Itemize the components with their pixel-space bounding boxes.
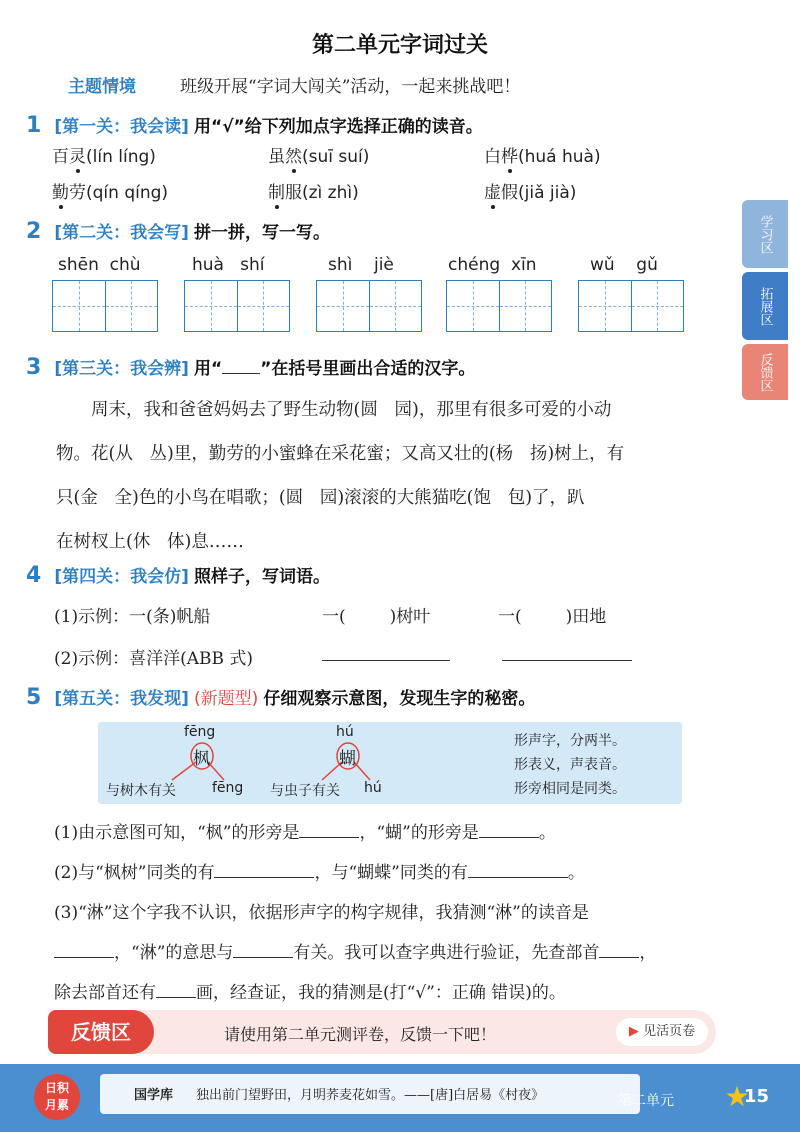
q5-number: 5 <box>26 685 42 710</box>
q2-instruction: 拼一拼，写一写。 <box>194 223 331 243</box>
diagram-char: 枫 <box>193 749 210 769</box>
q1-instruction: 用“√”给下列加点字选择正确的读音。 <box>194 117 483 137</box>
tab-expand[interactable] <box>742 272 788 340</box>
q2-tag: [第二关：我会写] <box>54 223 189 243</box>
q4-tag: [第四关：我会仿] <box>54 567 189 587</box>
answer-blank[interactable] <box>54 957 114 958</box>
q3-instruction-a: 用“ <box>194 359 223 379</box>
unit-label: 第二单元 <box>618 1093 674 1109</box>
tab-study[interactable] <box>742 200 788 268</box>
quote: 独出前门望野田，月明荞麦花如雪。——[唐]白居易《村夜》 <box>196 1088 545 1103</box>
diagram-note: 形旁相同是同类。 <box>514 781 626 797</box>
diagram-pinyin: hú <box>336 724 354 740</box>
q1-item: 虽然(suī suí) <box>268 142 369 167</box>
writing-grid[interactable] <box>52 280 158 332</box>
tab-expand-label: 拓展区 <box>757 286 773 326</box>
feedback-bar <box>48 1010 716 1060</box>
theme-label: 主题情境 <box>68 77 136 97</box>
q4-item: 一( )树叶 <box>322 607 431 627</box>
tab-feedback-label: 反馈区 <box>757 352 773 392</box>
q5-sub1: (1)由示意图可知，“枫”的形旁是 ，“蝴”的形旁是 。 <box>54 823 556 843</box>
see-worksheet-label: 见活页卷 <box>643 1024 696 1039</box>
see-worksheet-button[interactable] <box>616 1018 708 1046</box>
q4-instruction: 照样子，写词语。 <box>194 567 331 587</box>
q5-sub3-line2: ，“淋”的意思与 有关。我可以查字典进行验证，先查部首 ， <box>54 938 656 963</box>
answer-blank[interactable] <box>156 997 196 998</box>
tab-study-label: 学习区 <box>757 214 773 254</box>
phono-semantic-diagram <box>98 722 682 804</box>
q5-instruction: 仔细观察示意图，发现生字的秘密。 <box>263 689 536 709</box>
q4-example-1: (1)示例：一(条)帆船 <box>54 607 211 627</box>
q3-paragraph-line: 在树杈上(休 体)息…… <box>56 532 244 552</box>
diagram-note: 形声字，分两半。 <box>514 733 626 749</box>
q2-pinyin: shēn chù <box>58 255 141 275</box>
q4-item: 一( )田地 <box>498 607 607 627</box>
answer-blank[interactable] <box>299 837 359 838</box>
q4-number: 4 <box>26 563 42 588</box>
answer-blank[interactable] <box>502 660 632 661</box>
diagram-char: 蝴 <box>339 749 356 769</box>
q1-tag: [第一关：我会读] <box>54 117 189 137</box>
q5-tag: [第五关：我发现] <box>54 689 189 709</box>
page-title: 第二单元字词过关 <box>311 33 488 58</box>
library-label: 国学库 <box>134 1088 174 1103</box>
q1-item: 虚假(jiǎ jià) <box>484 178 576 203</box>
q5-sub3-line3: 除去部首还有 画，经查证，我的猜测是(打“√”：正确 错误)的。 <box>54 983 566 1003</box>
q3-paragraph-line: 周末，我和爸爸妈妈去了野生动物(圆 园)，那里有很多可爱的小动 <box>91 400 612 420</box>
q1-item: 制服(zì zhì) <box>268 178 359 203</box>
q5-sub2: (2)与“枫树”同类的有 ，与“蝴蝶”同类的有 。 <box>54 863 585 883</box>
q5-sub3-line1: (3)“淋”这个字我不认识，依据形声字的构字规律，我猜测“淋”的读音是 <box>54 903 589 923</box>
q4-header <box>26 562 330 588</box>
answer-blank[interactable] <box>468 877 568 878</box>
tab-feedback[interactable] <box>742 344 788 400</box>
q1-number: 1 <box>26 113 42 138</box>
q2-pinyin: shì jiè <box>328 255 394 275</box>
q1-item: 白桦(huá huà) <box>484 142 601 167</box>
diagram-note: 形表义，声表音。 <box>514 757 626 773</box>
q2-pinyin: huà shí <box>192 255 265 275</box>
answer-blank[interactable] <box>599 957 639 958</box>
diagram-form-label: 与树木有关 <box>106 783 176 799</box>
writing-grid[interactable] <box>578 280 684 332</box>
feedback-text: 请使用第二单元测评卷，反馈一下吧！ <box>224 1025 497 1044</box>
answer-blank[interactable] <box>322 660 450 661</box>
q2-header <box>26 218 330 244</box>
feedback-label: 反馈区 <box>48 1010 154 1054</box>
q3-paragraph-line: 物。花(从 丛)里，勤劳的小蜜蜂在采花蜜；又高又壮的(杨 扬)树上，有 <box>56 444 625 464</box>
diagram-sound-label: hú <box>364 780 382 796</box>
answer-blank[interactable] <box>479 837 539 838</box>
writing-grid[interactable] <box>184 280 290 332</box>
diagram-pinyin: fēng <box>184 724 216 740</box>
answer-blank[interactable] <box>214 877 314 878</box>
q3-number: 3 <box>26 355 42 380</box>
q4-example-2: (2)示例：喜洋洋(ABB 式) <box>54 649 254 669</box>
q5-header <box>26 684 535 710</box>
play-icon: ▶ <box>628 1024 639 1039</box>
star-icon: ★ <box>724 1080 750 1113</box>
q2-pinyin: chéng xīn <box>448 255 537 275</box>
q2-number: 2 <box>26 219 42 244</box>
daily-badge: 日积 月累 <box>34 1074 80 1120</box>
answer-blank[interactable] <box>233 957 293 958</box>
diagram-sound-label: fēng <box>212 780 244 796</box>
q3-tag: [第三关：我会辨] <box>54 359 189 379</box>
new-type-badge: (新题型) <box>194 689 259 709</box>
writing-grid[interactable] <box>316 280 422 332</box>
answer-blank <box>222 373 260 374</box>
footer <box>0 1064 800 1132</box>
page-number: 15 <box>744 1086 770 1107</box>
theme-text: 班级开展“字词大闯关”活动，一起来挑战吧！ <box>180 77 521 97</box>
q1-item: 百灵(lín líng) <box>52 142 156 167</box>
q3-instruction-b: ”在括号里画出合适的汉字。 <box>260 359 476 379</box>
q1-item: 勤劳(qín qíng) <box>52 178 168 203</box>
q3-paragraph-line: 只(金 全)色的小鸟在唱歌；(圆 园)滚滚的大熊猫吃(饱 包)了，趴 <box>56 488 585 508</box>
q2-pinyin: wǔ gǔ <box>590 255 658 275</box>
q1-header <box>26 112 483 138</box>
diagram-form-label: 与虫子有关 <box>270 783 340 799</box>
writing-grid[interactable] <box>446 280 552 332</box>
q3-header <box>26 354 475 380</box>
